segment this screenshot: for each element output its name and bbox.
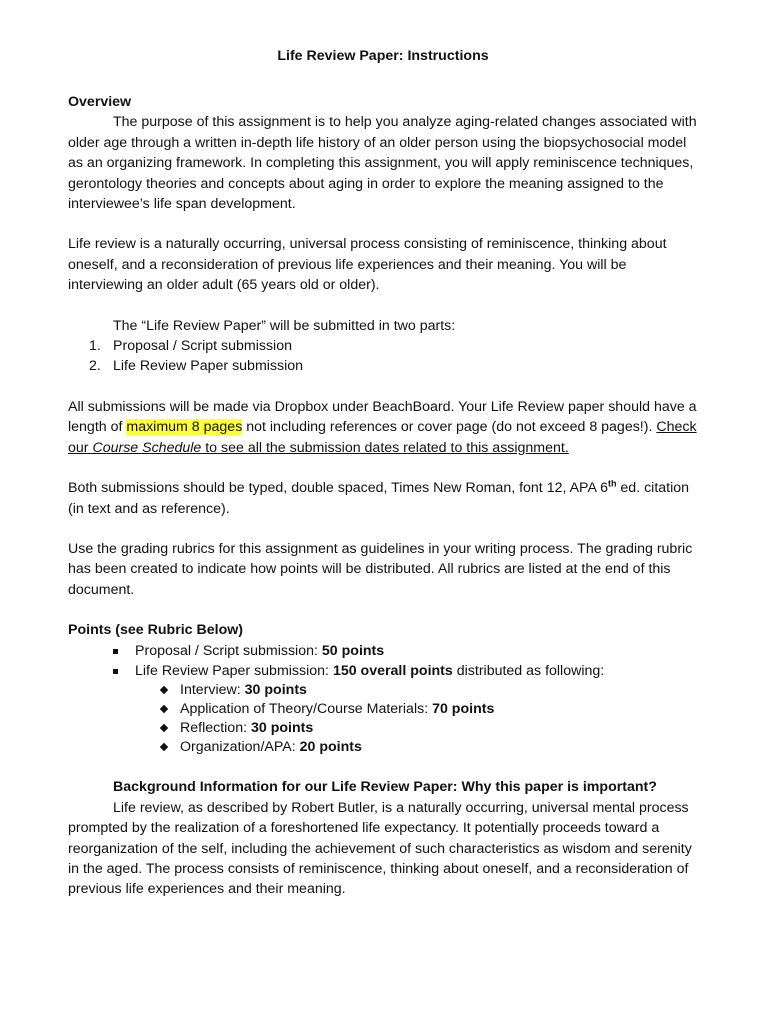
parts-intro: The “Life Review Paper” will be submitted in two parts: <box>113 317 456 334</box>
spacer <box>68 214 698 234</box>
overview-heading: Overview <box>68 94 132 110</box>
sub-points-value: 30 points <box>244 682 307 699</box>
list-item-text: Life Review Paper submission <box>113 358 304 375</box>
list-item <box>68 641 698 661</box>
sub-points-label: Reflection: <box>180 720 251 737</box>
life-review-paragraph: Life review is a naturally occurring, universal process consisting of reminiscence, thinking about oneself, and a reconsideration of previous life experiences and their meaning. You will be interviewing an older adult (65 years old or older). <box>68 236 667 294</box>
list-item <box>68 700 698 719</box>
list-item <box>68 681 698 700</box>
course-schedule-link-text[interactable]: to see all the submission dates related to this assignment. <box>201 439 569 456</box>
spacer <box>68 600 698 620</box>
superscript: th <box>607 478 617 489</box>
rubrics-paragraph: Use the grading rubrics for this assignment as guidelines in your writing process. The grading rubric has been created to indicate how points will be distributed. All rubrics are listed at the end of this document. <box>68 540 693 598</box>
sub-points-label: Organization/APA: <box>180 739 300 756</box>
spacer <box>68 519 698 539</box>
square-bullet-icon <box>113 669 118 674</box>
overview-paragraph: The purpose of this assignment is to help you analyze aging-related changes associated with older age through a written in-depth life history of an older person using the biopsychosocial model as an organizing framework. In completing this assignment, you will apply reminiscence techniques, gerontology theories and concepts about aging in order to explore the meaning assigned to the interviewee’s life span development. <box>68 114 697 213</box>
points-label: Life Review Paper submission: <box>135 662 333 679</box>
spacer <box>68 458 698 478</box>
diamond-bullet-icon <box>160 705 168 713</box>
points-label: Proposal / Script submission: <box>135 642 322 659</box>
points-suffix: distributed as following: <box>452 662 605 679</box>
diamond-bullet-icon <box>160 724 168 732</box>
format-text: Both submissions should be typed, double spaced, Times New Roman, font 12, APA 6 <box>68 480 608 497</box>
sub-points-value: 70 points <box>432 701 495 718</box>
format-text: ed. citation (in text and as reference). <box>68 480 690 517</box>
parts-list <box>68 336 698 377</box>
list-item <box>68 738 698 757</box>
submissions-text: not including references or cover page (do not exceed 8 pages!). <box>242 419 657 436</box>
diamond-bullet-icon <box>160 743 168 751</box>
list-item <box>68 336 698 356</box>
points-value: 50 points <box>321 642 385 659</box>
points-value: 150 overall points <box>332 662 453 679</box>
background-paragraph: Life review, as described by Robert Butler, is a naturally occurring, universal mental process prompted by the realization of a foreshortened life expectancy. It potentially proceeds toward a reorganization of the self, including the achievement of such characteristics as wisdom and serenity in the aged. The process consists of reminiscence, thinking about oneself, and a reconsideration of previous life experiences and their meaning. <box>68 799 692 898</box>
list-item <box>68 661 698 681</box>
sub-points-label: Interview: <box>180 682 245 699</box>
list-item-text: Proposal / Script submission <box>113 338 292 355</box>
points-heading: Points (see Rubric Below) <box>68 622 244 639</box>
sub-points-value: 20 points <box>299 739 362 756</box>
points-list <box>68 641 698 682</box>
highlighted-page-limit: maximum 8 pages <box>126 419 243 436</box>
format-paragraph <box>68 478 698 519</box>
submissions-text: All submissions will be made via Dropbox under BeachBoard. Your Life Review paper should have a length of <box>68 398 697 436</box>
spacer <box>68 296 698 316</box>
list-item <box>68 356 698 376</box>
diamond-bullet-icon <box>160 686 168 694</box>
background-heading: Background Information for our Life Review Paper: Why this paper is important? <box>113 779 657 796</box>
list-number: 1. <box>89 338 101 355</box>
spacer <box>68 757 698 777</box>
page-title: Life Review Paper: Instructions <box>277 48 489 64</box>
spacer <box>68 377 698 397</box>
course-schedule-link[interactable]: Course Schedule <box>92 439 202 456</box>
submissions-paragraph <box>68 397 698 458</box>
sub-points-value: 30 points <box>250 720 314 737</box>
square-bullet-icon <box>113 649 118 654</box>
list-number: 2. <box>89 358 101 375</box>
sub-points-label: Application of Theory/Course Materials: <box>180 701 433 718</box>
points-sublist <box>68 681 698 757</box>
list-item <box>68 719 698 738</box>
course-schedule-link-text[interactable]: Check our <box>68 419 697 456</box>
document-page <box>68 46 698 900</box>
